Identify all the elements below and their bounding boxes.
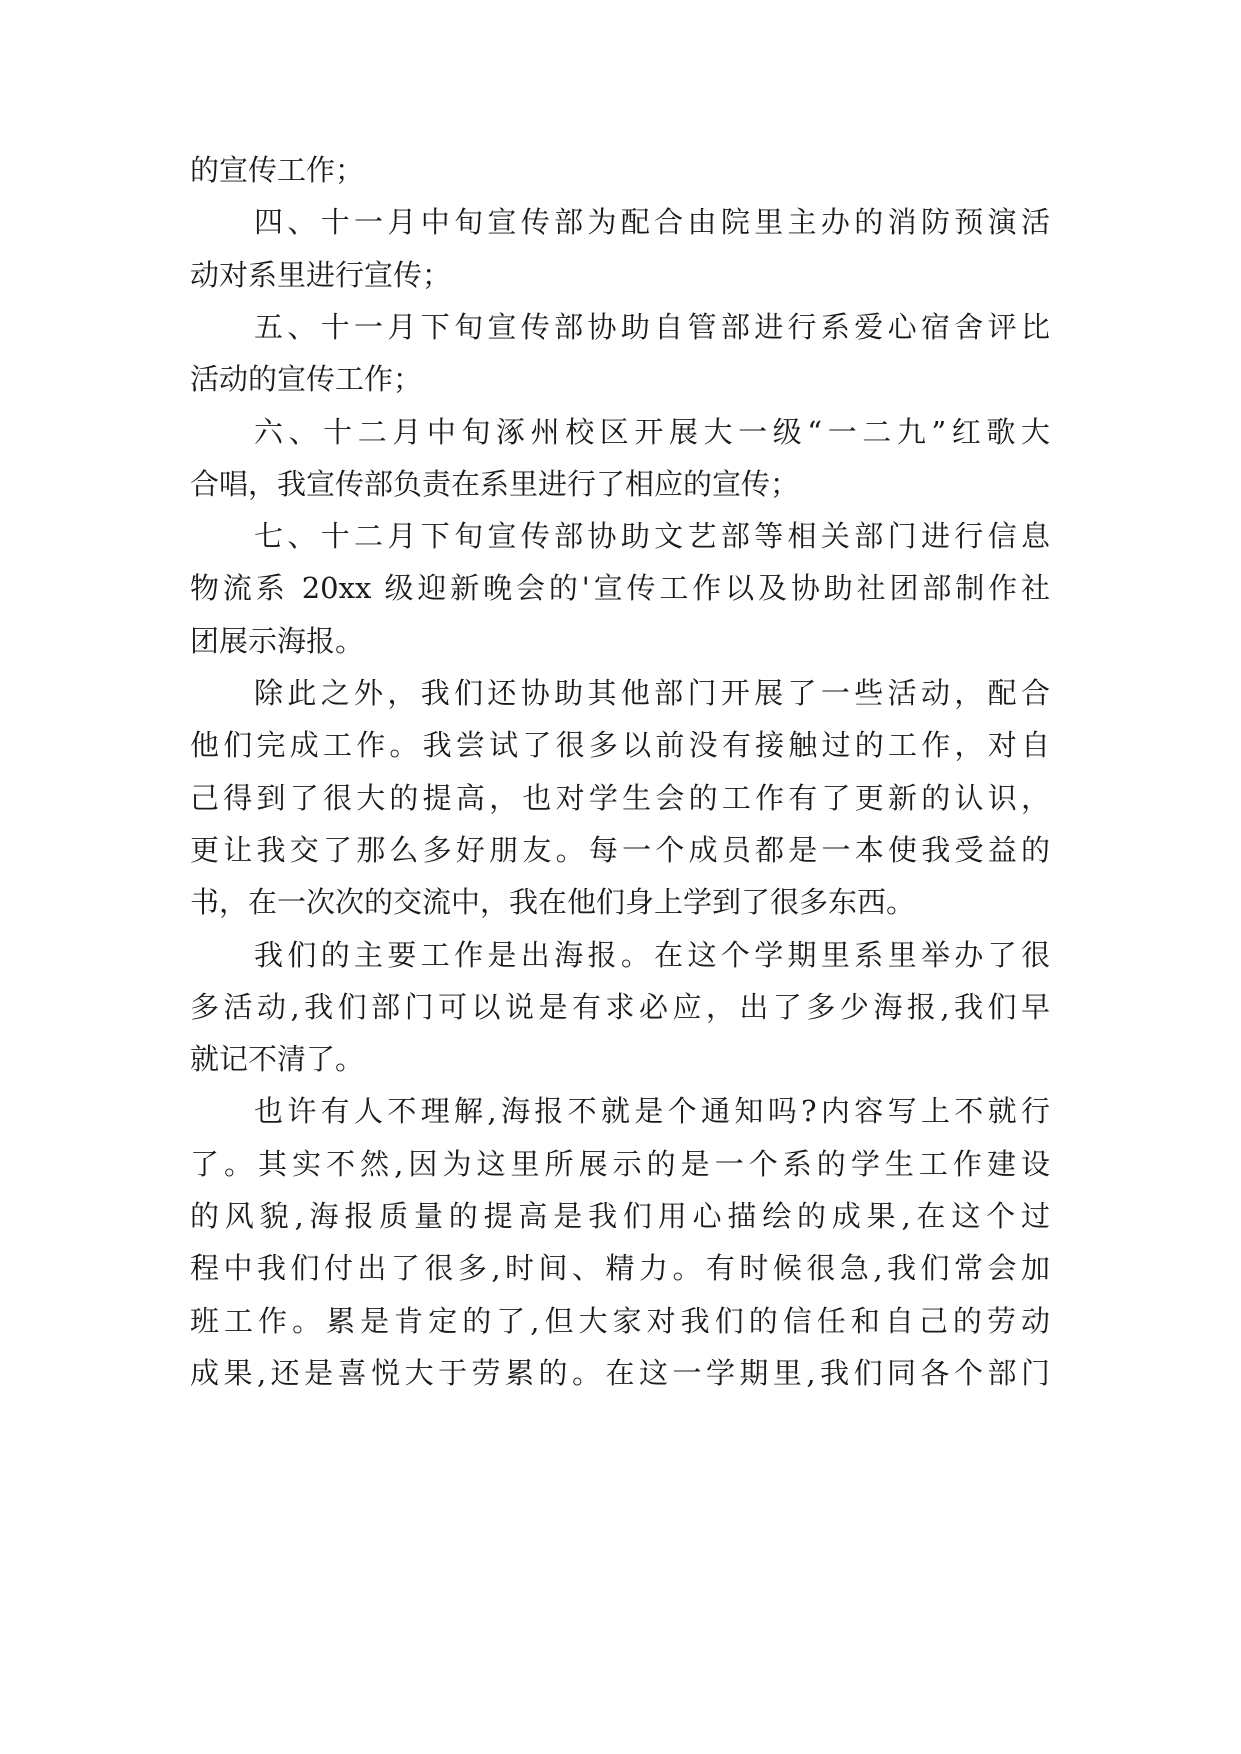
text-line: 也许有人不理解,海报不就是个通知吗?内容写上不就行 xyxy=(254,1094,1050,1128)
text-line: 动对系里进行宣传； xyxy=(190,258,452,292)
text-line: 活动的宣传工作； xyxy=(190,362,423,396)
text-line: 六、十二月中旬涿州校区开展大一级“一二九”红歌大 xyxy=(254,415,1050,449)
text-line: 多活动,我们部门可以说是有求必应，出了多少海报,我们早 xyxy=(190,990,1050,1024)
text-line: 成果,还是喜悦大于劳累的。在这一学期里,我们同各个部门 xyxy=(190,1356,1050,1390)
text-line: 五、十一月下旬宣传部协助自管部进行系爱心宿舍评比 xyxy=(254,310,1050,344)
text-line: 他们完成工作。我尝试了很多以前没有接触过的工作，对自 xyxy=(190,728,1050,762)
text-line: 书，在一次次的交流中，我在他们身上学到了很多东西。 xyxy=(190,885,916,919)
text-line: 七、十二月下旬宣传部协助文艺部等相关部门进行信息 xyxy=(254,519,1050,553)
text-line: 除此之外，我们还协助其他部门开展了一些活动，配合 xyxy=(254,676,1050,710)
text-line: 的宣传工作； xyxy=(190,153,365,187)
text-line: 更让我交了那么多好朋友。每一个成员都是一本使我受益的 xyxy=(190,833,1050,867)
text-line: 团展示海报。 xyxy=(190,624,365,658)
text-line: 了。其实不然,因为这里所展示的是一个系的学生工作建设 xyxy=(190,1147,1050,1181)
text-line: 就记不清了。 xyxy=(190,1042,365,1076)
text-line: 己得到了很大的提高，也对学生会的工作有了更新的认识， xyxy=(190,781,1050,815)
text-line: 班工作。累是肯定的了,但大家对我们的信任和自己的劳动 xyxy=(190,1304,1050,1338)
text-line: 的风貌,海报质量的提高是我们用心描绘的成果,在这个过 xyxy=(190,1199,1050,1233)
text-line: 合唱，我宣传部负责在系里进行了相应的宣传； xyxy=(190,467,800,501)
text-line: 物流系 20xx 级迎新晚会的'宣传工作以及协助社团部制作社 xyxy=(190,571,1050,605)
text-line: 程中我们付出了很多,时间、精力。有时候很急,我们常会加 xyxy=(190,1251,1050,1285)
text-line: 我们的主要工作是出海报。在这个学期里系里举办了很 xyxy=(254,938,1050,972)
text-line: 四、十一月中旬宣传部为配合由院里主办的消防预演活 xyxy=(254,205,1050,239)
